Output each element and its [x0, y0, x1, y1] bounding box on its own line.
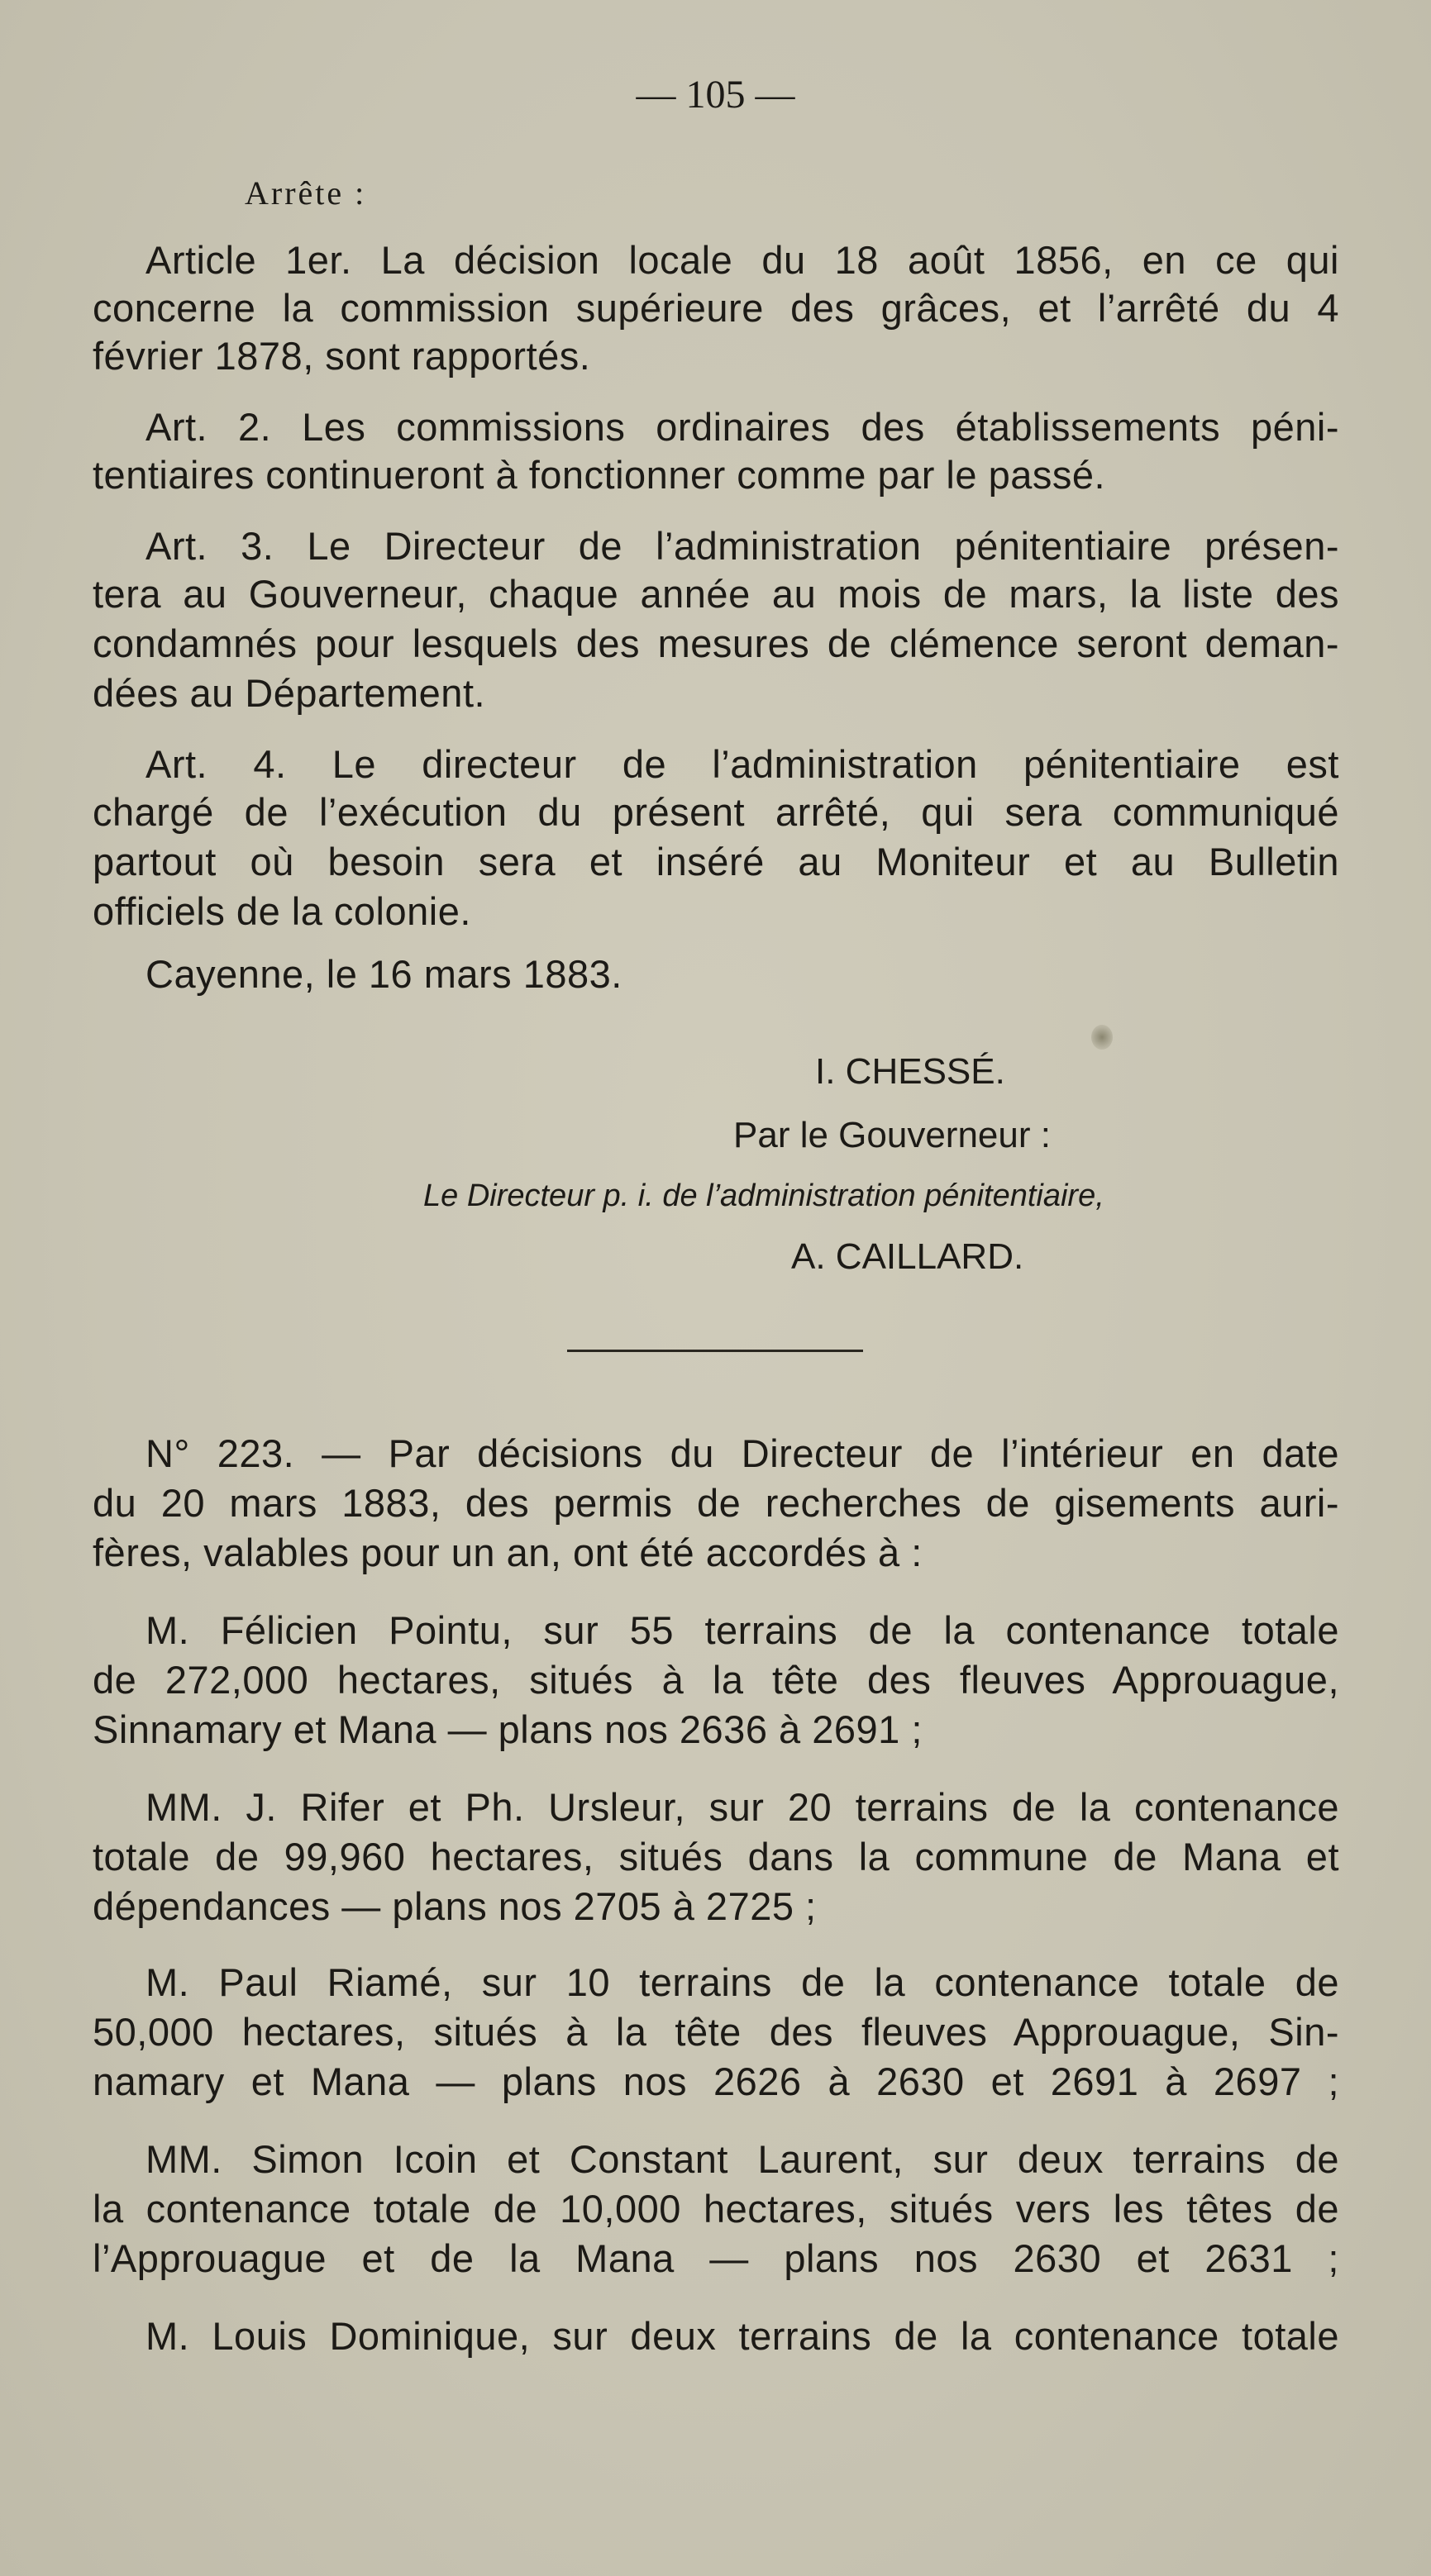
article-line: dées au Département.: [93, 671, 486, 715]
notice-line: la contenance totale de 10,000 hectares, situés vers les têtes de: [93, 2187, 1339, 2231]
article-line: Article 1er. La décision locale du 18 août 1856, en ce qui: [145, 238, 1339, 282]
notice-line: MM. Simon Icoin et Constant Laurent, sur deux terrains de: [145, 2137, 1339, 2181]
separator-rule: [567, 1350, 863, 1352]
article-line: Art. 3. Le Directeur de l’administration pénitentiaire présen-: [145, 524, 1339, 568]
notice-line: fères, valables pour un an, ont été accordés à :: [93, 1531, 923, 1574]
page-number: — 105 —: [636, 73, 795, 117]
article-line: condamnés pour lesquels des mesures de clémence seront deman-: [93, 621, 1339, 665]
notice-line: M. Paul Riamé, sur 10 terrains de la contenance totale de: [145, 1960, 1339, 2004]
article-line: officiels de la colonie.: [93, 889, 471, 933]
notice-line: MM. J. Rifer et Ph. Ursleur, sur 20 terrains de la contenance: [145, 1785, 1339, 1829]
notice-line: 50,000 hectares, situés à la tête des fleuves Approuague, Sin-: [93, 2010, 1339, 2054]
notice-line: dépendances — plans nos 2705 à 2725 ;: [93, 1884, 817, 1928]
notice-line: M. Louis Dominique, sur deux terrains de la contenance totale: [145, 2314, 1339, 2358]
by-governor-line: Par le Gouverneur :: [733, 1115, 1051, 1155]
article-line: Art. 2. Les commissions ordinaires des établissements péni-: [145, 405, 1339, 449]
article-line: tentiaires continueront à fonctionner comme par le passé.: [93, 453, 1106, 497]
signatory-name: I. CHESSÉ.: [815, 1051, 1005, 1092]
article-line: partout où besoin sera et inséré au Moniteur et au Bulletin: [93, 840, 1339, 883]
ink-blot: [1091, 1025, 1113, 1050]
article-line: chargé de l’exécution du présent arrêté, qui sera communiqué: [93, 790, 1339, 834]
notice-line: Sinnamary et Mana — plans nos 2636 à 2691 ;: [93, 1707, 923, 1751]
article-line: concerne la commission supérieure des grâces, et l’arrêté du 4: [93, 286, 1339, 330]
notice-line: M. Félicien Pointu, sur 55 terrains de la contenance totale: [145, 1608, 1339, 1652]
notice-line: l’Approuague et de la Mana — plans nos 2630 et 2631 ;: [93, 2236, 1339, 2280]
notice-line: du 20 mars 1883, des permis de recherches de gisements auri-: [93, 1481, 1339, 1525]
article-line: Art. 4. Le directeur de l’administration pénitentiaire est: [145, 742, 1339, 786]
notice-line: N° 223. — Par décisions du Directeur de l’intérieur en date: [145, 1431, 1339, 1475]
dateline: Cayenne, le 16 mars 1883.: [145, 952, 622, 996]
director-title: Le Directeur p. i. de l’administration pénitentiaire,: [423, 1178, 1104, 1213]
article-line: tera au Gouverneur, chaque année au mois de mars, la liste des: [93, 572, 1339, 616]
notice-line: de 272,000 hectares, situés à la tête des fleuves Approuague,: [93, 1658, 1339, 1702]
notice-line: totale de 99,960 hectares, situés dans la commune de Mana et: [93, 1835, 1339, 1878]
notice-line: namary et Mana — plans nos 2626 à 2630 et 2691 à 2697 ;: [93, 2059, 1339, 2103]
article-line: février 1878, sont rapportés.: [93, 334, 591, 378]
arrete-heading: Arrête :: [245, 174, 367, 212]
director-name: A. CAILLARD.: [791, 1236, 1024, 1277]
